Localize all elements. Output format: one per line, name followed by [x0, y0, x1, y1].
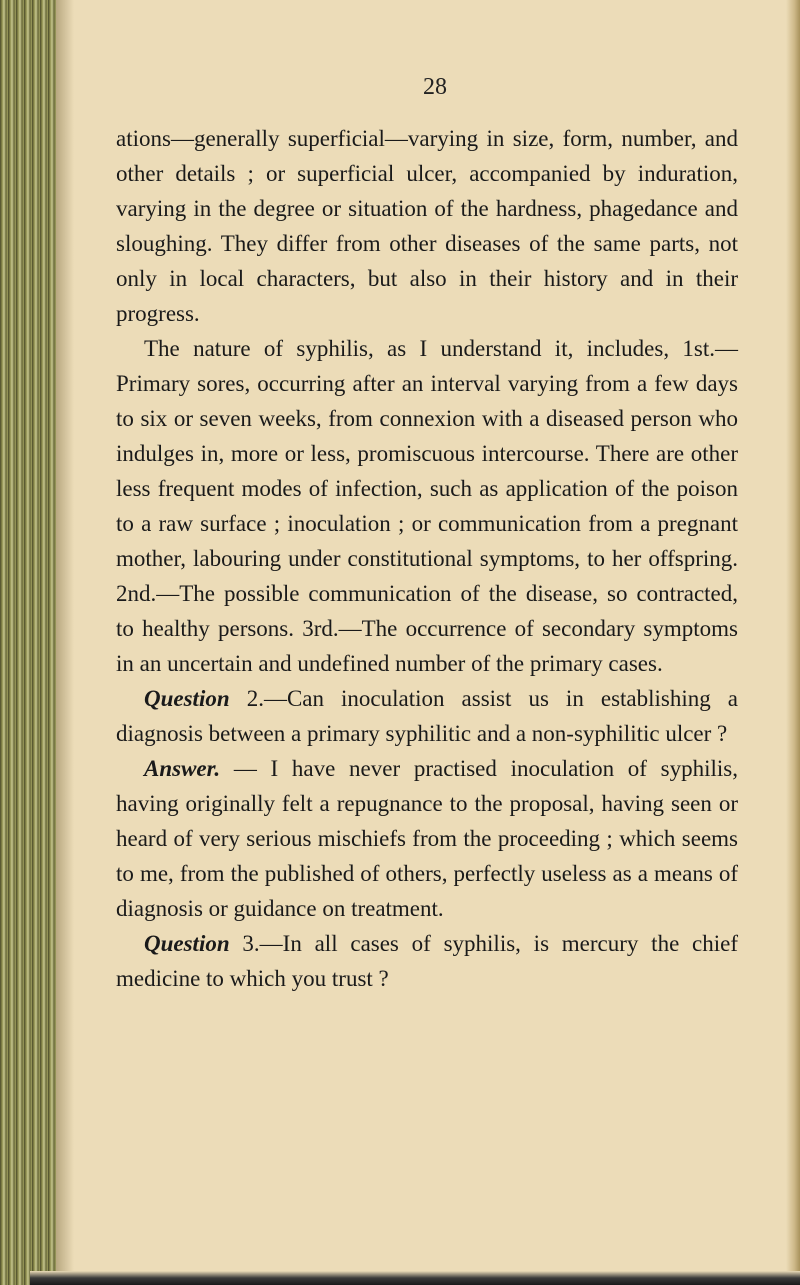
paragraph-question-3 — [116, 926, 738, 996]
question-2-label: Question — [144, 686, 230, 711]
question-3-label: Question — [144, 931, 230, 956]
paragraph-1 — [116, 121, 738, 331]
paragraph-2-text: The nature of syphilis, as I understand it, includes, 1st.—Primary sores, occurring after an interval varying from a few days to six or seven weeks, from connexion with a diseased person who indulges in, more or less, promiscuous intercourse. There are other less frequent modes of infection, such as application of the poison to a raw surface ; inoculation ; or communication from a pregnant mother, labouring under constitutional symptoms, to her offspring. 2nd.—The possible communication of the disease, so contracted, to healthy persons. 3rd.—The occurrence of secondary symptoms in an uncertain and undefined number of the primary cases. — [116, 336, 738, 676]
paragraph-1-text: ations—generally superficial—varying in size, form, number, and other details ; or superficial ulcer, accompanied by induration, varying in the degree or situation of the hardness, phagedance and sloughing. They differ from other diseases of the same parts, not only in local characters, but also in their history and in their progress. — [116, 126, 738, 326]
paragraph-question-2 — [116, 681, 738, 751]
page-body — [116, 121, 738, 996]
page-edge-right — [786, 0, 800, 1285]
paragraph-2 — [116, 331, 738, 681]
book-binding — [0, 0, 56, 1285]
answer-label: Answer. — [144, 756, 221, 781]
question-3-text: 3.—In all cases of syphilis, is mercury the chief medicine to which you trust ? — [116, 931, 739, 991]
page-number: 28 — [423, 74, 447, 100]
answer-text: — I have never practised inoculation of syphilis, having originally felt a repugnance to the proposal, having seen or heard of very serious mischiefs from the proceeding ; which seems to me, from the published of others, perfectly useless as a means of diagnosis or guidance on treatment. — [116, 756, 738, 921]
question-2-text: 2.—Can inoculation assist us in establishing a diagnosis between a primary syphilitic and a non-syphilitic ulcer ? — [116, 686, 739, 746]
page-edge-bottom — [30, 1271, 800, 1285]
paragraph-answer — [116, 751, 738, 926]
gutter-shadow — [56, 0, 74, 1285]
